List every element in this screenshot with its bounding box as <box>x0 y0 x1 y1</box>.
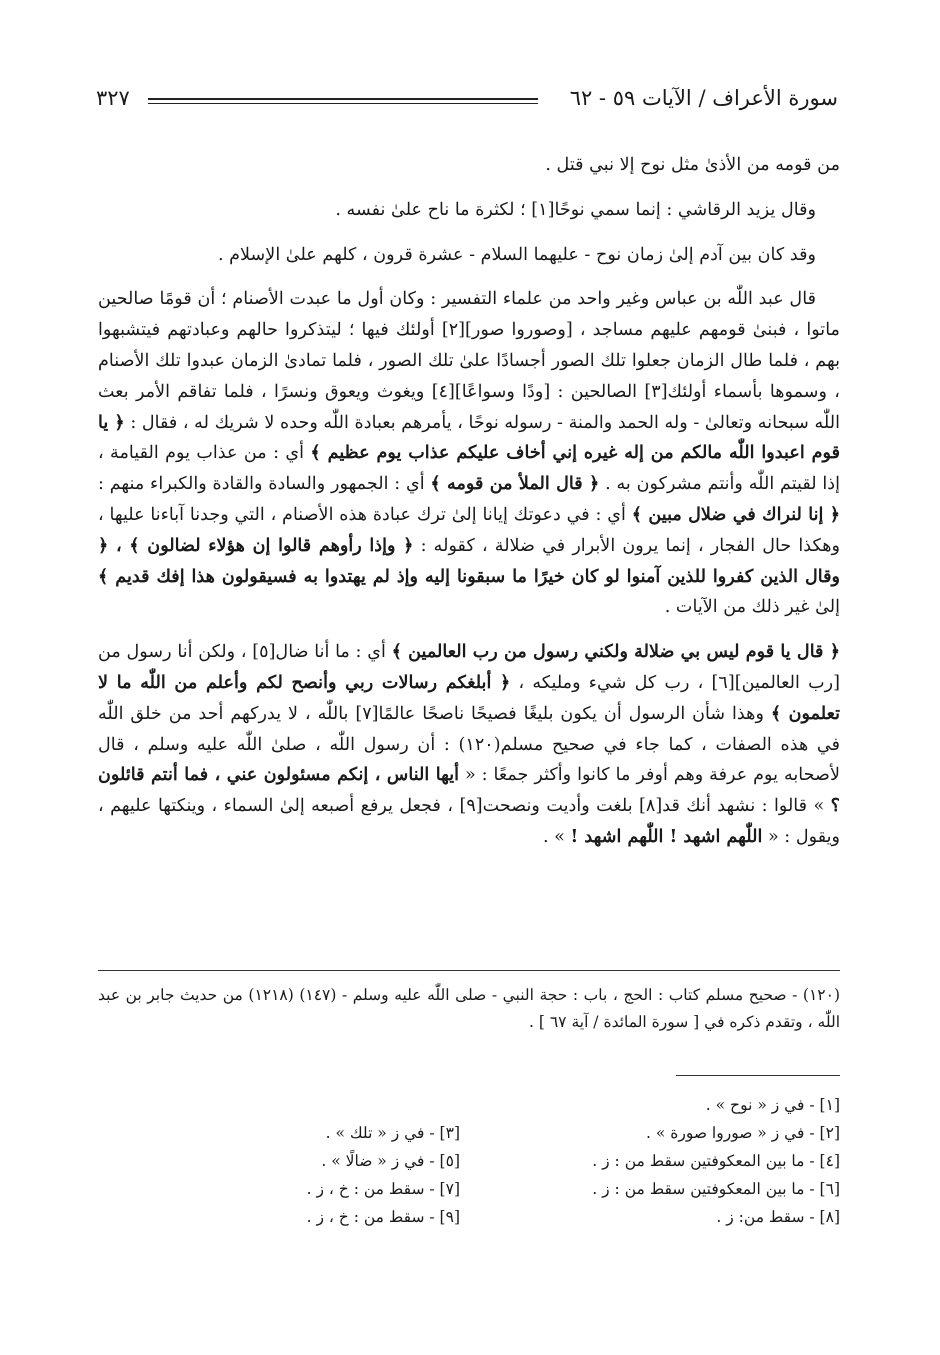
hadith-quote: أيها الناس ، إنكم مسئولون عني ، فما أنتم قائلون ؟ <box>98 764 841 817</box>
quran-verse: ﴿ قال الملأ من قومه ﴾ <box>430 473 600 495</box>
quran-verse: ﴿ أبلغكم رسالات ربي وأنصح لكم وأعلم من اللّٰه ما لا تعلمون ﴾ <box>98 671 840 724</box>
variant-note: [٧] - سقط من : خ ، ز . <box>306 1180 460 1198</box>
variant-note: [١] - في ز « نوح » . <box>705 1096 840 1114</box>
quran-verse: ﴿ إنا لنراك في ضلال مبين ﴾ <box>631 503 841 525</box>
hadith-quote: اللّٰهم اشهد ! اللّٰهم اشهد ! <box>570 825 763 847</box>
variant-note: [٣] - في ز « تلك » . <box>325 1124 460 1142</box>
manuscript-variants <box>98 1092 840 1262</box>
paragraph: وقد كان بين آدم إلىٰ زمان نوح - عليهما السلام - عشرة قرون ، كلهم علىٰ الإسلام . <box>217 244 816 265</box>
variant-note: [٥] - في ز « ضالًا » . <box>321 1152 460 1170</box>
variant-note: [٢] - في ز « صوروا صورة » . <box>645 1124 840 1142</box>
page-header <box>96 86 838 120</box>
quran-verse: ﴿ يا قوم اعبدوا اللّٰه مالكم من إله غيره إني أخاف عليكم عذاب يوم عظيم ﴾ <box>98 411 841 464</box>
paragraph: ﴿ قال يا قوم ليس بي ضلالة ولكني رسول من رب العالمين ﴾ أي : ما أنا ضال[٥] ، ولكن أنا رسول من [رب العالمين][٦] ، رب كل شيء ومليكه ، ﴿ أبلغكم رسالات ربي وأنصح لكم وأعلم من اللّٰه ما لا تعلمون ﴾ وهذا شأن الرسول أن يكون بليغًا فصيحًا ناصحًا عالمًا[٧] باللّٰه ، لا يدركهم أحد من خلق اللّٰه في هذه الصفات ، كما جاء في صحيح مسلم(١٢٠) : أن رسول اللّٰه ، صلىٰ اللّٰه عليه وسلم ، قال لأصحابه يوم عرفة وهم أوفر ما كانوا وأكثر جمعًا : « أيها الناس ، إنكم مسئولون عني ، فما أنتم قائلون ؟ » قالوا : نشهد أنك قد[٨] بلغت وأديت ونصحت[٩] ، فجعل يرفع أصبعه إلىٰ السماء ، وينكتها عليهم ، ويقول : « اللّٰهم اشهد ! اللّٰهم اشهد ! » . <box>98 641 841 847</box>
page-number: ٣٢٧ <box>96 86 130 110</box>
quran-verse: ﴿ وإذا رأوهم قالوا إن هؤلاء لضالون ﴾ ، ﴿ وقال الذين كفروا للذين آمنوا لو كان خيرًا ما سبقونا إليه وإذ لم يهتدوا به فسيقولون هذا إفك قديم ﴾ <box>98 534 840 587</box>
variants-divider <box>676 1075 840 1076</box>
header-rule <box>148 98 538 104</box>
variant-note: [٩] - سقط من : خ ، ز . <box>306 1208 460 1226</box>
paragraph: من قومه من الأذىٰ مثل نوح إلا نبي قتل . <box>545 155 840 175</box>
variant-note: [٤] - ما بين المعكوفتين سقط من : ز . <box>592 1152 840 1170</box>
paragraph: قال عبد اللّٰه بن عباس وغير واحد من علماء التفسير : وكان أول ما عبدت الأصنام ؛ أن قومًا صالحين ماتوا ، فبنىٰ قومهم عليهم مساجد ، [وصوروا صور][٢] أولئك فيها ؛ ليتذكروا حالهم وعبادتهم فيتشبهوا بهم ، فلما طال الزمان جعلوا تلك الصور أجسادًا علىٰ تلك الصور ، فلما تمادىٰ الزمان عبدوا تلك الأصنام ، وسموها بأسماء أولئك[٣] الصالحين : [ودًا وسواعًا][٤] ويغوث ويعوق ونسرًا ، فلما تفاقم الأمر بعث اللّٰه سبحانه وتعالىٰ - وله الحمد والمنة - رسوله نوحًا ، يأمرهم بعبادة اللّٰه وحده لا شريك له ، فقال : ﴿ يا قوم اعبدوا اللّٰه مالكم من إله غيره إني أخاف عليكم عذاب يوم عظيم ﴾ أي : من عذاب يوم القيامة ، إذا لقيتم اللّٰه وأنتم مشركون به . ﴿ قال الملأ من قومه ﴾ أي : الجمهور والسادة والقادة والكبراء منهم : ﴿ إنا لنراك في ضلال مبين ﴾ أي : في دعوتك إيانا إلىٰ ترك عبادة هذه الأصنام ، التي وجدنا آباءنا عليها ، وهكذا حال الفجار ، إنما يرون الأبرار في ضلالة ، كقوله : ﴿ وإذا رأوهم قالوا إن هؤلاء لضالون ﴾ ، ﴿ وقال الذين كفروا للذين آمنوا لو كان خيرًا ما سبقونا إليه وإذ لم يهتدوا به فسيقولون هذا إفك قديم ﴾ إلىٰ غير ذلك من الآيات . <box>98 289 841 618</box>
variant-note: [٦] - ما بين المعكوفتين سقط من : ز . <box>592 1180 840 1198</box>
variant-note: [٨] - سقط من: ز . <box>716 1208 840 1226</box>
paragraph: وقال يزيد الرقاشي : إنما سمي نوحًا[١] ؛ لكثرة ما ناح علىٰ نفسه . <box>335 199 816 220</box>
running-title: سورة الأعراف / الآيات ٥٩ - ٦٢ <box>569 86 838 110</box>
footnote-divider <box>98 970 840 971</box>
quran-verse: ﴿ قال يا قوم ليس بي ضلالة ولكني رسول من رب العالمين ﴾ <box>391 641 841 663</box>
footnote: (١٢٠) - صحيح مسلم كتاب : الحج ، باب : حجة النبي - صلى اللّٰه عليه وسلم - (١٤٧) (١٢١٨) من حديث جابر بن عبد اللّٰه ، وتقدم ذكره في [ سورة المائدة / آية ٦٧ ] . <box>98 986 840 1031</box>
main-text <box>98 150 840 853</box>
